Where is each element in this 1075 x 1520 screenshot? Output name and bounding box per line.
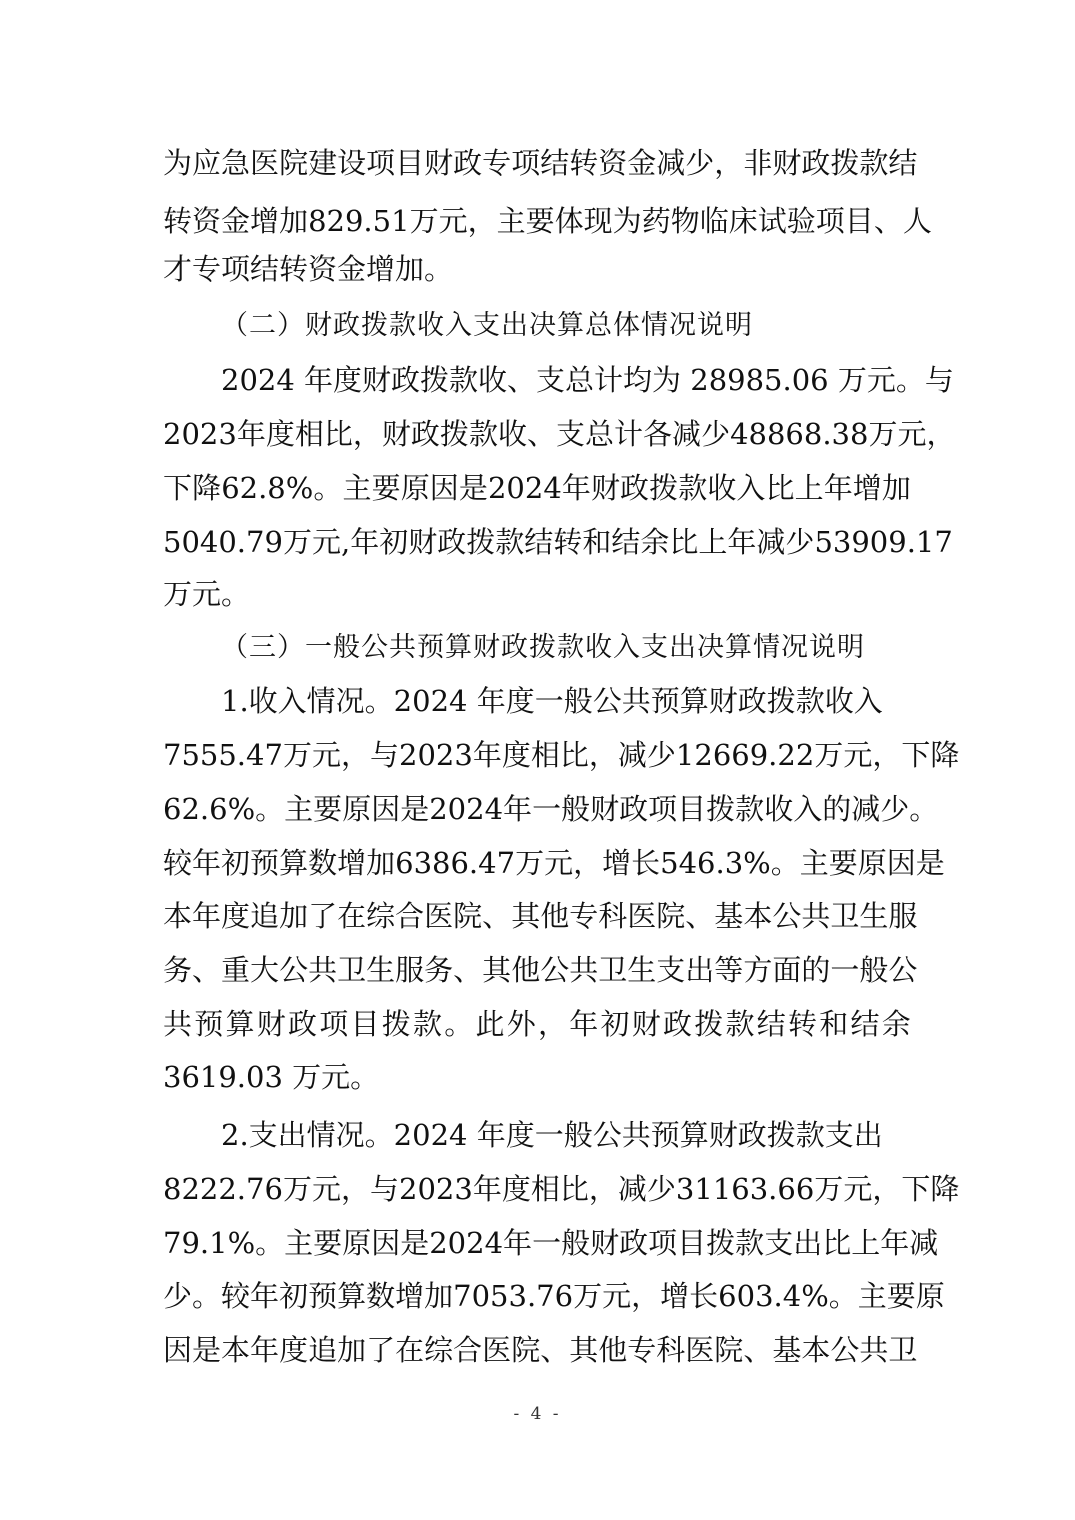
text-line: 转 资 金 增 加 829.51 万 元 ， 主 要 体 现 为 药 物 临 床 试 验 项 目 、 人: [163, 204, 932, 238]
text-line: 79.1% 。 主 要 原 因 是 2024 年 一 般 财 政 项 目 拨 款 支 出 比 上 年 减: [163, 1226, 939, 1260]
text-line: 少 。 较 年 初 预 算 数 增 加 7053.76 万 元 ， 增 长 603.4% 。 主 要 原: [163, 1279, 945, 1313]
text-line: 才专项结转资金增加。: [163, 252, 454, 286]
text-line: 5040.79 万 元 , 年 初 财 政 拨 款 结 转 和 结 余 比 上 年 减 少 53909.17: [163, 525, 953, 559]
text-line: 62.6% 。 主 要 原 因 是 2024 年 一 般 财 政 项 目 拨 款 收 入 的 减 少 。: [163, 792, 939, 826]
section-heading: （三）一般公共预算财政拨款收入支出决算情况说明: [221, 632, 865, 663]
text-line: 为 应 急 医 院 建 设 项 目 财 政 专 项 结 转 资 金 减 少 ， 非 财 政 拨 款 结: [163, 146, 918, 180]
text-line: 2024 年度财政拨款收、支总计均为 28985.06 万元。与: [221, 363, 954, 397]
text-line: 2023 年 度 相 比 ， 财 政 拨 款 收 、 支 总 计 各 减 少 48868.38 万 元 ，: [163, 417, 956, 451]
text-line: 7555.47 万 元 ， 与 2023 年 度 相 比 ， 减 少 12669.22 万 元 ， 下 降: [163, 738, 960, 772]
section-heading: （二）财政拨款收入支出决算总体情况说明: [221, 310, 753, 341]
text-line: 因 是 本 年 度 追 加 了 在 综 合 医 院 、 其 他 专 科 医 院 、 基 本 公 共 卫: [163, 1333, 918, 1367]
text-line: 2.支出情况。2024 年度一般公共预算财政拨款支出: [221, 1118, 883, 1152]
text-line: 3619.03 万元。: [163, 1060, 380, 1094]
text-line: 本 年 度 追 加 了 在 综 合 医 院 、 其 他 专 科 医 院 、 基 本 公 共 卫 生 服: [163, 899, 918, 933]
text-line: 共 预 算 财 政 项 目 拨 款 。 此 外 ， 年 初 财 政 拨 款 结 转 和 结 余: [163, 1007, 911, 1041]
page-number: - 4 -: [513, 1404, 562, 1424]
text-line: 万元。: [163, 577, 251, 611]
text-line: 较 年 初 预 算 数 增 加 6386.47 万 元 ， 增 长 546.3% 。 主 要 原 因 是: [163, 846, 945, 880]
text-line: 1.收入情况。2024 年度一般公共预算财政拨款收入: [221, 684, 883, 718]
text-line: 下 降 62.8% 。 主 要 原 因 是 2024 年 财 政 拨 款 收 入 比 上 年 增 加: [163, 471, 911, 505]
text-line: 务 、 重 大 公 共 卫 生 服 务 、 其 他 公 共 卫 生 支 出 等 方 面 的 一 般 公: [163, 953, 918, 987]
text-line: 8222.76 万 元 ， 与 2023 年 度 相 比 ， 减 少 31163.66 万 元 ， 下 降: [163, 1172, 960, 1206]
